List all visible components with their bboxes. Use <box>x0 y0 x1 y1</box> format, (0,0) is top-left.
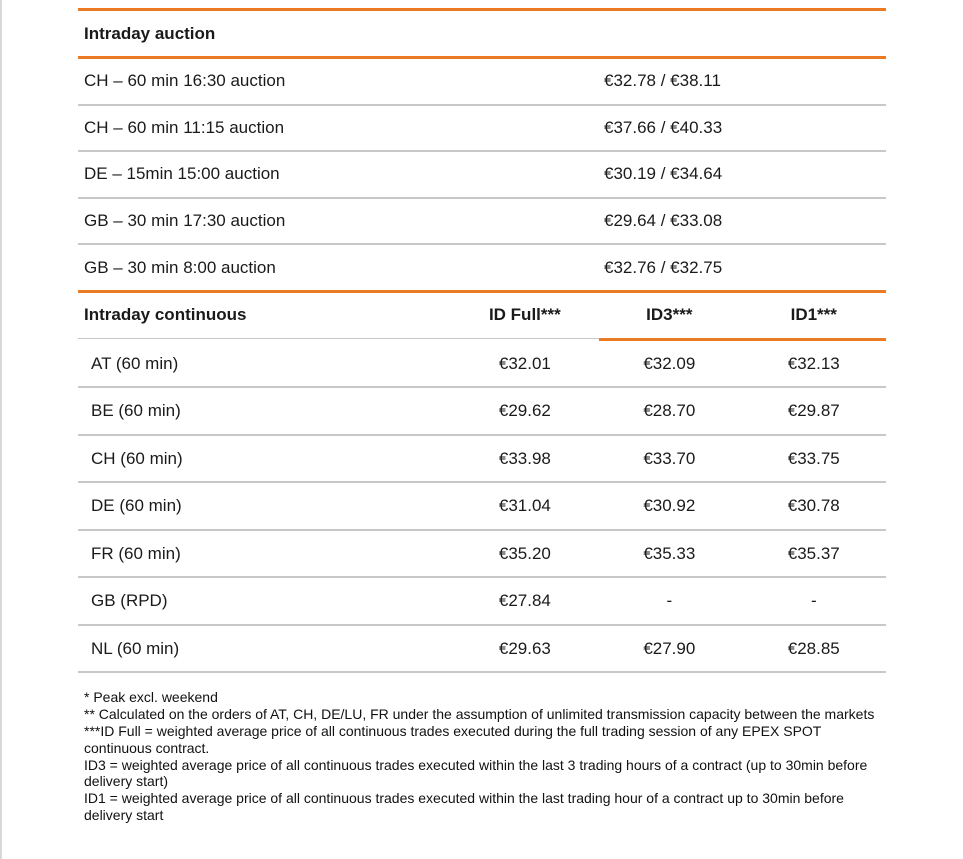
table-row <box>78 341 886 387</box>
id-full-value: €35.20 <box>498 543 551 563</box>
footnote-id3: ID3 = weighted average price of all continuous trades executed within the last 3 trading hours of a contract (up to 30min before delivery start) <box>84 756 868 790</box>
id3-value: €35.33 <box>643 543 696 563</box>
id3-value: €27.90 <box>643 638 696 658</box>
id3-value: €30.92 <box>643 496 696 516</box>
column-header-id1: ID1*** <box>790 305 837 325</box>
auction-label: CH – 60 min 16:30 auction <box>84 71 286 91</box>
id3-value: €33.70 <box>643 448 696 468</box>
auction-section-header <box>78 11 886 56</box>
auction-value: €37.66 / €40.33 <box>604 117 723 137</box>
page-left-border <box>0 0 2 859</box>
id1-value: €32.13 <box>787 353 840 373</box>
id1-value: €28.85 <box>787 638 840 658</box>
table-row <box>78 483 886 529</box>
auction-section-title: Intraday auction <box>84 23 216 43</box>
table-row <box>78 436 886 482</box>
footnote-id1: ID1 = weighted average price of all continuous trades executed within the last trading hour of a contract up to 30min before delivery start <box>84 790 844 824</box>
table-row <box>78 578 886 624</box>
auction-label: GB – 30 min 8:00 auction <box>84 257 276 277</box>
id3-value: €28.70 <box>643 401 696 421</box>
auction-row <box>78 106 886 151</box>
market-name: BE (60 min) <box>91 401 181 421</box>
auction-row <box>78 152 886 197</box>
column-header-id-full: ID Full*** <box>488 305 561 325</box>
id1-value: €29.87 <box>787 401 840 421</box>
auction-row <box>78 245 886 290</box>
id3-value: €32.09 <box>643 353 696 373</box>
id-full-value: €32.01 <box>498 353 551 373</box>
id1-value: €35.37 <box>787 543 840 563</box>
id-full-value: €27.84 <box>498 591 551 611</box>
footnote-peak: * Peak excl. weekend <box>84 689 218 706</box>
auction-value: €32.76 / €32.75 <box>604 257 723 277</box>
id-full-value: €31.04 <box>498 496 551 516</box>
id-full-value: €29.63 <box>498 638 551 658</box>
auction-value: €32.78 / €38.11 <box>604 71 721 91</box>
table-row <box>78 531 886 577</box>
auction-value: €30.19 / €34.64 <box>604 164 723 184</box>
market-name: FR (60 min) <box>91 543 181 563</box>
auction-label: CH – 60 min 11:15 auction <box>84 117 285 137</box>
table-bottom-rule <box>78 671 886 673</box>
footnote-id-full: ***ID Full = weighted average price of all continuous trades executed during the full trading session of any EPEX SPOT continuous contract. <box>84 723 822 756</box>
continuous-section-header <box>78 293 886 338</box>
id-full-value: €29.62 <box>498 401 551 421</box>
market-name: CH (60 min) <box>91 448 183 468</box>
id1-value: - <box>810 591 817 611</box>
id-full-value: €33.98 <box>498 448 551 468</box>
market-name: DE (60 min) <box>91 496 182 516</box>
id1-value: €33.75 <box>787 448 840 468</box>
id3-value: - <box>666 591 673 611</box>
price-table-document <box>78 0 886 824</box>
column-header-id3: ID3*** <box>646 305 693 325</box>
id1-value: €30.78 <box>787 496 840 516</box>
footnote-calculated: ** Calculated on the orders of AT, CH, DE/LU, FR under the assumption of unlimited transmission capacity between the markets <box>84 706 875 723</box>
auction-row <box>78 199 886 244</box>
continuous-section-title: Intraday continuous <box>84 305 247 325</box>
footnotes <box>78 689 886 823</box>
market-name: AT (60 min) <box>91 353 179 373</box>
auction-label: GB – 30 min 17:30 auction <box>84 211 286 231</box>
market-name: NL (60 min) <box>91 638 180 658</box>
market-name: GB (RPD) <box>91 591 168 611</box>
auction-label: DE – 15min 15:00 auction <box>84 164 280 184</box>
table-row <box>78 626 886 672</box>
auction-value: €29.64 / €33.08 <box>604 211 723 231</box>
table-row <box>78 388 886 434</box>
auction-row <box>78 59 886 104</box>
